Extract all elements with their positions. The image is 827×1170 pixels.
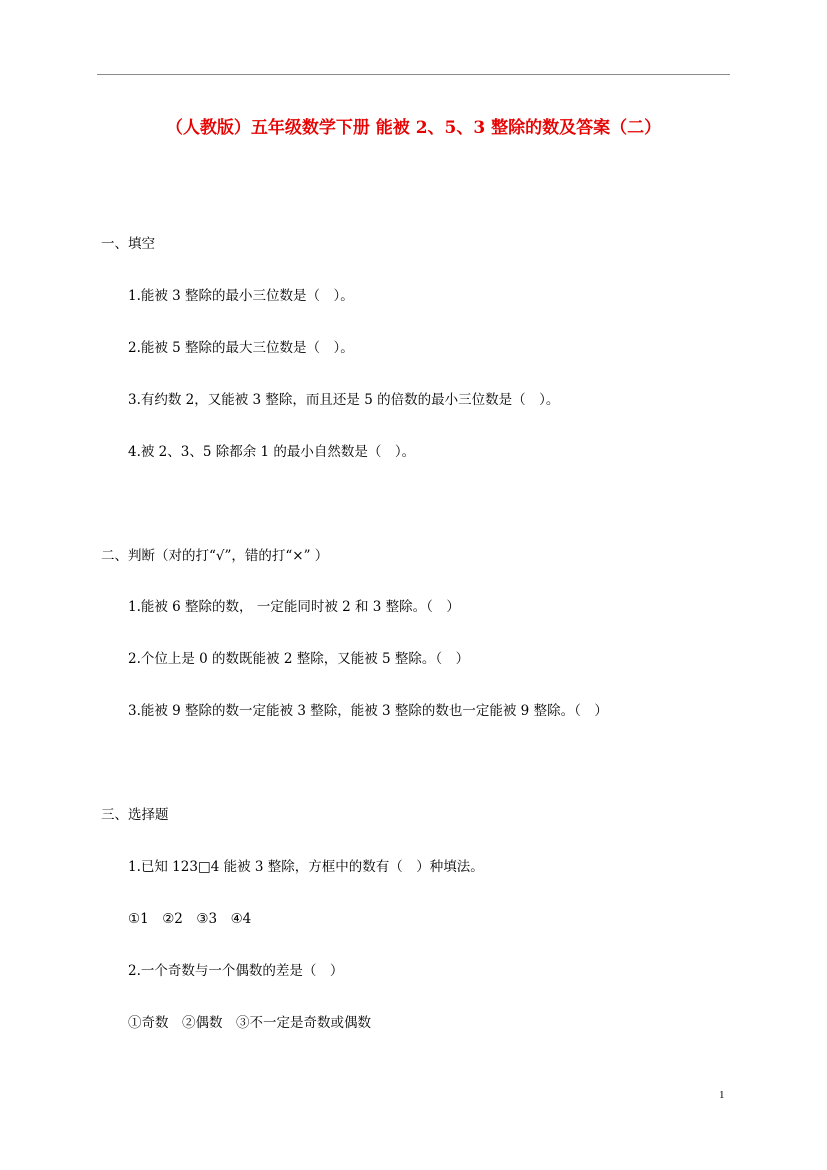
header-rule (97, 74, 730, 75)
question-choice-1-options: ①1 ②2 ③3 ④4 (128, 911, 252, 927)
question-choice-1: 1.已知 123□4 能被 3 整除，方框中的数有（ ）种填法。 (128, 859, 484, 875)
question-fill-1: 1.能被 3 整除的最小三位数是（ ）。 (128, 288, 354, 304)
document-title: （人教版）五年级数学下册 能被 2、5、3 整除的数及答案（二） (165, 118, 662, 138)
question-choice-2-options: ①奇数 ②偶数 ③不一定是奇数或偶数 (128, 1015, 371, 1031)
section-heading-fill: 一、填空 (101, 236, 155, 252)
question-judge-2: 2.个位上是 0 的数既能被 2 整除，又能被 5 整除。（ ） (128, 651, 470, 667)
question-fill-2: 2.能被 5 整除的最大三位数是（ ）。 (128, 340, 354, 356)
page-number: 1 (719, 1089, 725, 1101)
question-judge-1: 1.能被 6 整除的数， 一定能同时被 2 和 3 整除。（ ） (128, 599, 460, 615)
question-judge-3: 3.能被 9 整除的数一定能被 3 整除，能被 3 整除的数也一定能被 9 整除。（ ） (128, 703, 608, 719)
question-choice-2: 2.一个奇数与一个偶数的差是（ ） (128, 963, 344, 979)
question-fill-4: 4.被 2、3、5 除都余 1 的最小自然数是（ ）。 (128, 444, 416, 460)
section-heading-choice: 三、选择题 (101, 807, 169, 823)
question-fill-3: 3.有约数 2，又能被 3 整除，而且还是 5 的倍数的最小三位数是（ ）。 (128, 392, 560, 408)
section-heading-judge: 二、判断（对的打“√”，错的打“×” ） (101, 548, 329, 564)
